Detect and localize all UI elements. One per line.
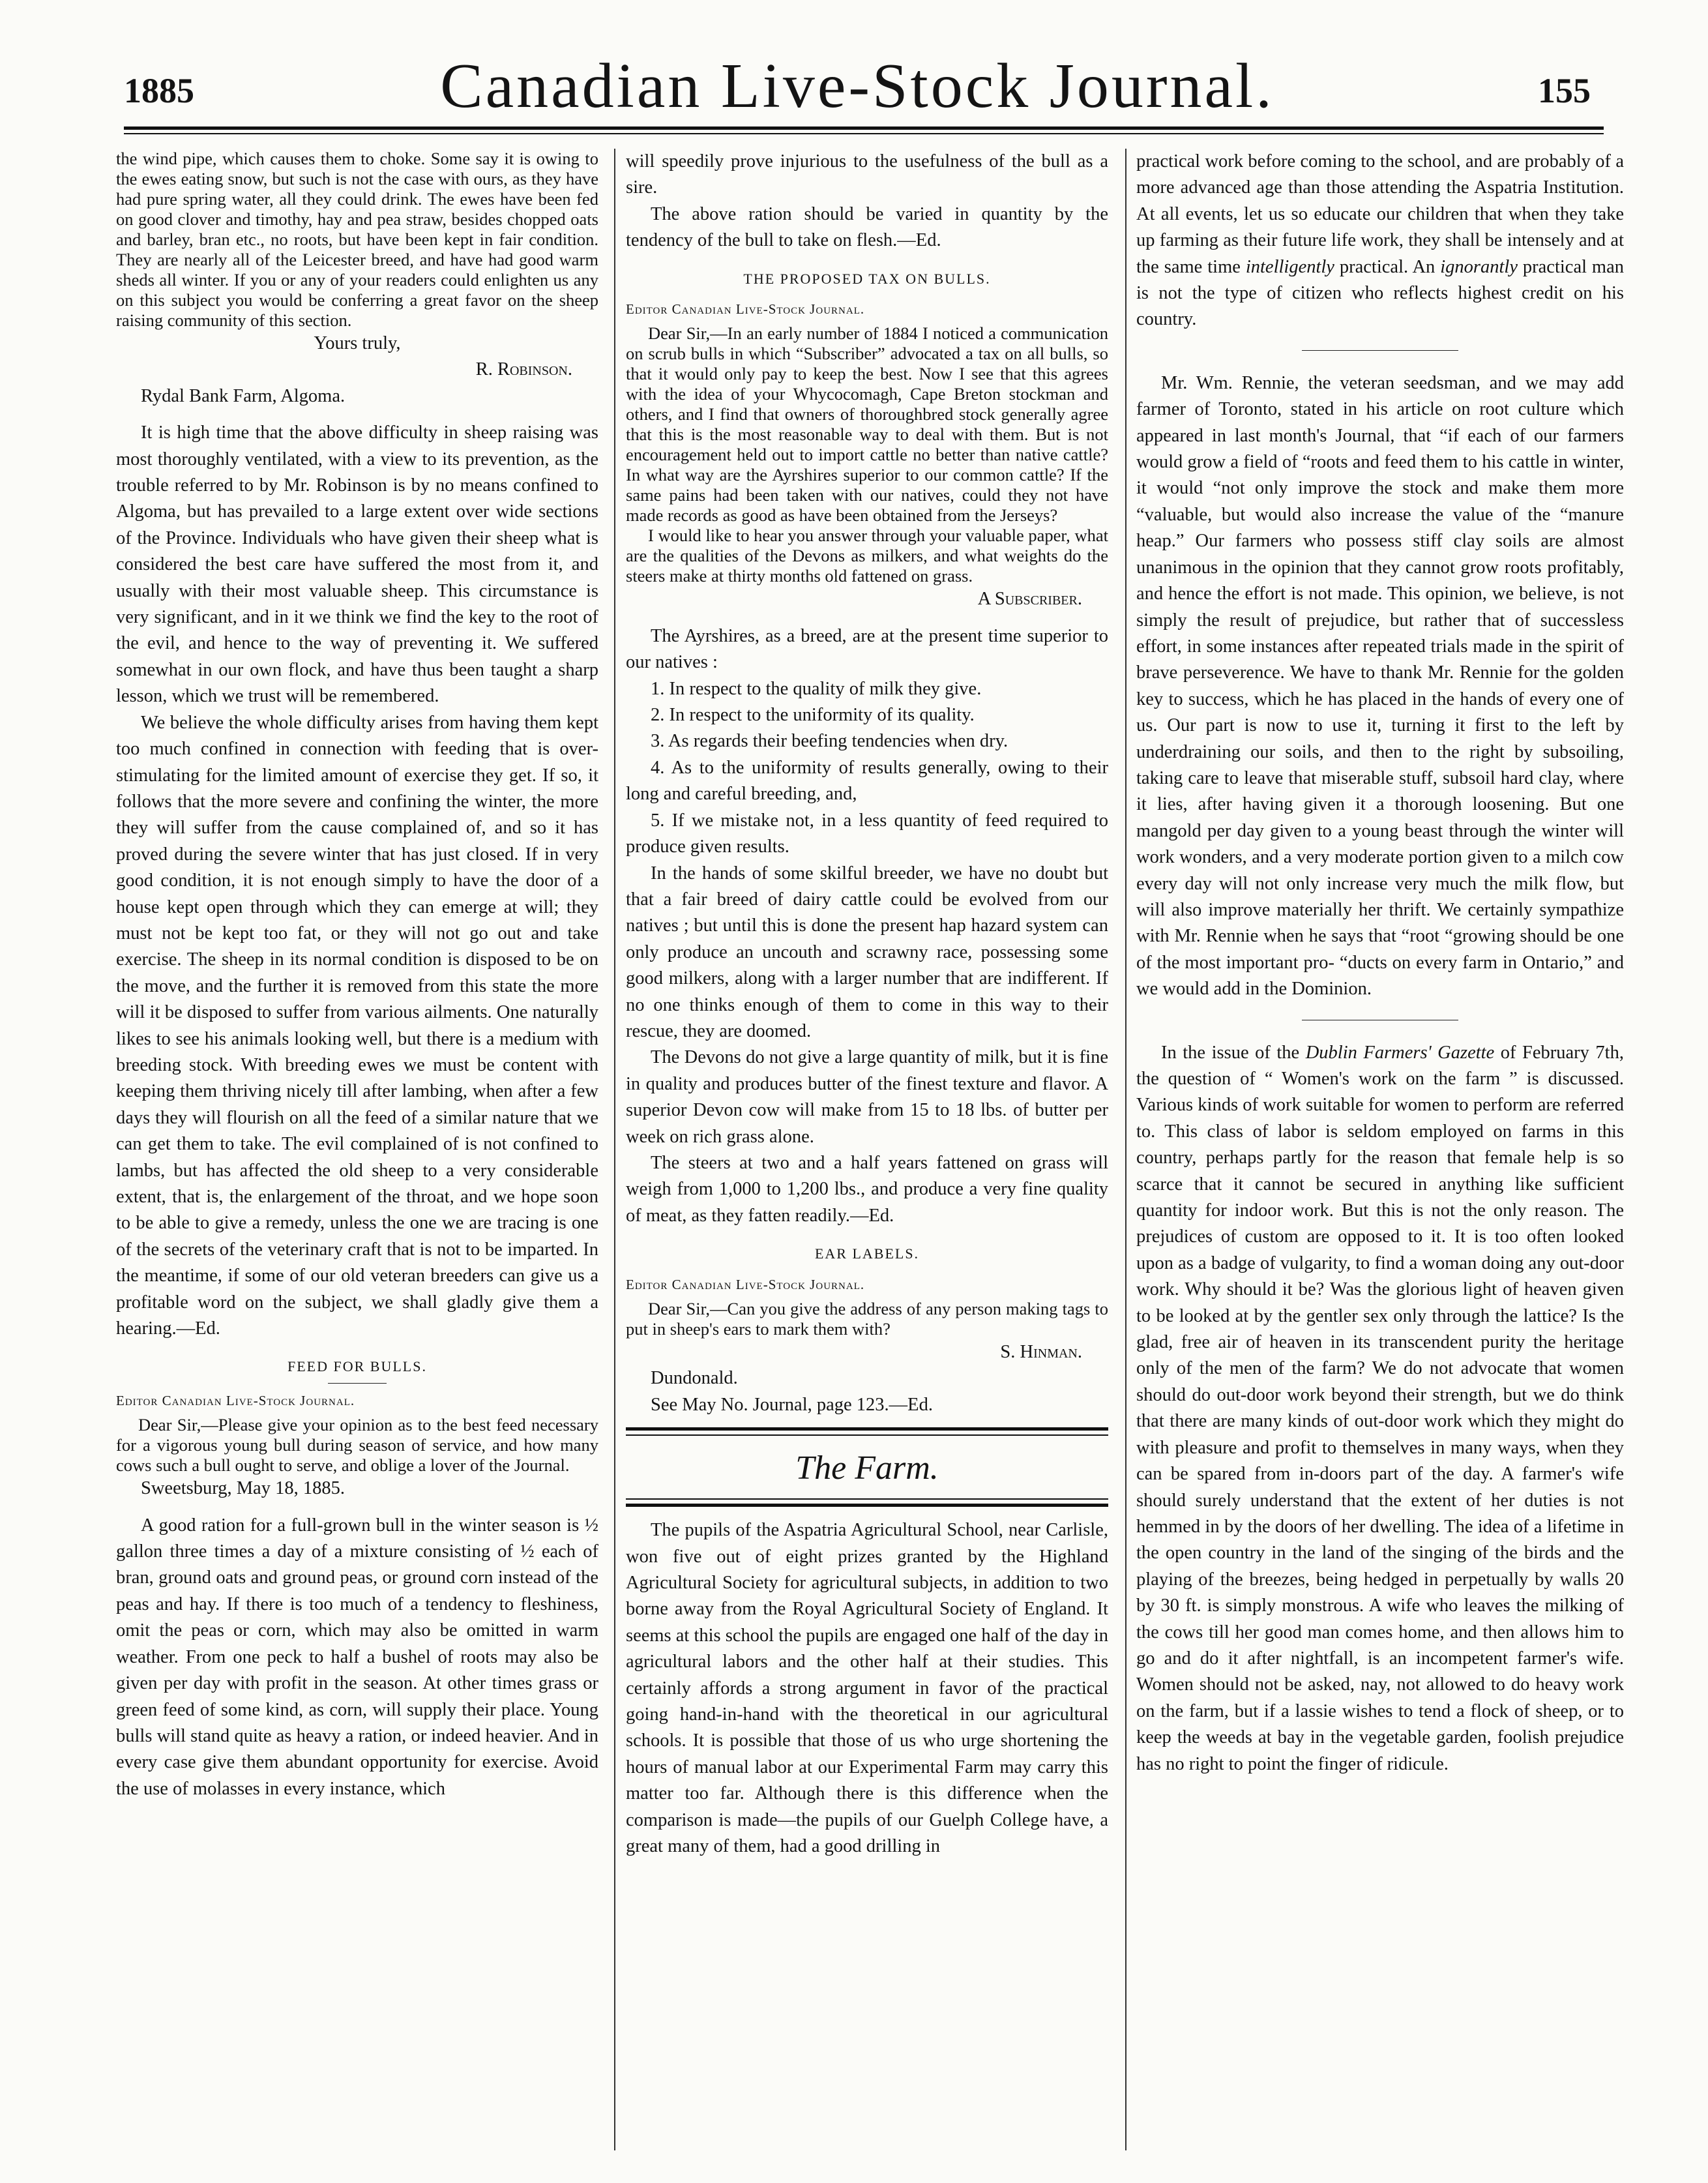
farm-paragraph: The pupils of the Aspatria Agricultural School, near Carlisle, won five out of eight prizes granted by the Highland Agricultural Society for agricultural subjects, in addition to two borne away from the Royal Agricultural Society of England. It seems at this school the pupils are engaged one half of the day in agricultural labors and the other half at their studies. This certainly affords a strong argument in favor of the practical going hand-in-hand with the theoretical in our agricultural schools. It is possible that those of us who urge shortening the hours of manual labor at our Experimental Farm may carry this matter too far. Although there is this difference when the comparison is made—the pupils of our Guelph College have, a great many of them, had a good drilling in	[626, 1520, 1108, 1857]
editor-address: Editor Canadian Live-Stock Journal.	[626, 301, 865, 318]
section-rule-bottom	[626, 1498, 1108, 1507]
ayrshire-list-item: 5. If we mistake not, in a less quantity of feed required to produce given results.	[626, 810, 1108, 857]
section-title: The Farm.	[795, 1449, 939, 1487]
header-rule-thick	[124, 126, 1604, 130]
header-rule-thin	[124, 133, 1604, 134]
text-run-italic: ignorantly	[1440, 256, 1518, 277]
feed-reply-continued: will speedily prove injurious to the usefulness of the bull as a sire.	[626, 151, 1108, 198]
heading-text: THE PROPOSED TAX ON BULLS.	[743, 270, 991, 287]
feed-reply: A good ration for a full-grown bull in the winter season is ½ gallon three times a day of a mixture consisting of ½ each of bran, ground oats and ground peas, or ground corn instead of the peas and hay. If there is too much of a tendency to fleshiness, omit the peas or corn, which may also be omitted in warm weather. From one peck to half a bushel of roots may also be given per day with profit in the season. At other times grass or green feed of some kind, as corn, will supply their place. Young bulls will stand quite as heavy a ration, or indeed heavier. And in every case give them abundant opportunity for exercise. Avoid the use of molasses in every instance, which	[116, 1515, 598, 1799]
spacer	[626, 613, 1108, 623]
tax-letter-1: Dear Sir,—In an early number of 1884 I noticed a communication on scrub bulls in which “Subscriber” advocated a tax on all bulls, so that it would only pay to keep the best. Now I see that this agrees with the idea of your Whycocomagh, Cape Breton stockman and others, and I find that owners of thoroughbred stock generally agree that this is the most reasonable way to deal with them. But is not encouragement held out to import cattle no better than native cattle? In what way are the Ayrshires superior to our common cattle? If the same pains had been taken with our natives, could they not have made records as good as have been obtained from the Jerseys?	[626, 323, 1108, 526]
editor-address: Editor Canadian Live-Stock Journal.	[626, 1276, 865, 1292]
column-1	[116, 149, 598, 1802]
heading-ear-labels	[626, 1241, 1108, 1267]
farm-paragraph-continued	[1136, 149, 1624, 333]
text-run-italic: intelligently	[1245, 256, 1334, 277]
masthead	[111, 52, 1604, 124]
steer-paragraph: The steers at two and a half years fattened on grass will weigh from 1,000 to 1,200 lbs., and produce a very fine quality of meat, as they fatten readily.—Ed.	[626, 1152, 1108, 1226]
page-number: 155	[1538, 71, 1591, 110]
tax-letter-signature: A Subscriber.	[977, 589, 1082, 610]
letter-place: Rydal Bank Farm, Algoma.	[141, 385, 346, 406]
spacer	[116, 1502, 598, 1513]
column-3	[1136, 149, 1624, 1777]
ear-note: See May No. Journal, page 123.—Ed.	[651, 1394, 933, 1415]
ear-letter: Dear Sir,—Can you give the address of any person making tags to put in sheep's ears to mark them with?	[626, 1299, 1108, 1339]
journal-title: Canadian Live-Stock Journal.	[440, 51, 1274, 121]
ayrshire-list-item: 1. In respect to the quality of milk they give.	[651, 678, 982, 699]
tax-letter-2: I would like to hear you answer through your valuable paper, what are the qualities of the Devons as milkers, and what weights do the steers make at thirty months old fattened on grass.	[626, 526, 1108, 586]
heading-rule	[328, 1383, 387, 1384]
ayrshire-list-item: 4. As to the uniformity of results generally, owing to their long and careful breeding, and,	[626, 757, 1108, 805]
column-divider-1	[614, 149, 615, 2150]
ayrshire-paragraph: In the hands of some skilful breeder, we have no doubt but that a fair breed of dairy cattle could be evolved from our natives ; but until this is done the present hap hazard system can only produce an uncouth and scrawny race, possessing some good milkers, along with a larger number that are indifferent. If no one thinks enough of them to come in this way to their rescue, they are doomed.	[626, 863, 1108, 1041]
letter-ending: the wind pipe, which causes them to choke. Some say it is owing to the ewes eating snow, but such is not the case with ours, as they have had pure spring water, all they could drink. The ewes have been fed on good clover and timothy, hay and pea straw, besides chopped oats and barley, bran etc., no roots, but have been kept in fair condition. They are nearly all of the Leicester breed, and have had good warm sheds all winter. If you or any of your readers could enlighten us any on this subject you would be conferring a great favor on the sheep raising community of this section.	[116, 149, 598, 330]
rennie-paragraph: Mr. Wm. Rennie, the veteran seedsman, and we may add farmer of Toronto, stated in his article on root culture which appeared in last month's Journal, that “if each of our farmers would grow a field of “roots and feed them to his cattle in winter, it would “not only improve the stock and make them more “valuable, but would also increase the value of the “manure heap.” Our farmers who possess stiff clay soils are almost unanimous in the opinion that they cannot grow roots profitably, and hence the effort is not made. This opinion, we believe, is not simply the result of prejudice, but rather that of successless effort, in some instances after repeated trials made in the spirit of brave perseverence. We have to thank Mr. Rennie for the golden key to success, which he has placed in the hands of every one of us. Our part is now to use it, turning it first to the left by underdraining our soils, and then to the right by subsoiling, taking care to leave that miserable stuff, subsoil hard clay, where it lies, after having given it a thorough loosening. But one mangold per day given to a young beast through the winter will work wonders, and a very moderate portion given to a milch cow every day will not only increase very much the milk flow, but will also improve materially her thrift. We certainly sympathize with Mr. Rennie when he says that “root “growing should be one of the most important pro- “ducts on every farm in Ontario,” and we would add in the Dominion.	[1136, 372, 1624, 1000]
column-2	[626, 149, 1108, 1860]
text-run: of February 7th, the question of “ Women's work on the farm ” is discussed. Various kinds of work suitable for women to perform are referred to. This class of labor is seldom employed on farms in this country, perhaps partly for the reason that female help is so scarce that it cannot be secured in anything like sufficient quantity for indoor work. But this is not the only reason. The prejudices of custom are opposed to it. It is too often looked upon as a badge of vulgarity, to find a woman doing any out-door work. Why should it be? Was the glorious light of heaven given to be looked at by the gentler sex only through the lattice? Is the glad, free air of heaven in its transcendent purity the heritage only of the men of the farm? We do not advocate that women should do out-door work beyond their strength, but we do think that there are many kinds of out-door work which they might do with pleasure and profit to themselves in many ways, when they can be spared from in-doors part of the day. A farmer's wife should surely understand that the extent of her duties is not hemmed in by the doors of her dwelling. The idea of a lifetime in the open country in the land of the singing of the birds and the playing of the breezes, being hedged in perpetually by walls 20 by 30 ft. is simply monstrous. A wife who leaves the milking of the cows till her good man comes home, and then allows him to go and do it after nightfall, is an incompetent farmer's wife. Women should not be asked, nay, not allowed to do heavy work on the farm, but if a lassie wishes to tend a flock of sheep, or to keep the weeds at bay in the vegetable garden, foolish prejudice has no right to point the finger of ridicule.	[1136, 1042, 1624, 1774]
text-run: practical man is not the type of citizen who reflects highest credit on his country.	[1136, 256, 1625, 330]
text-run: In the issue of the	[1161, 1042, 1306, 1063]
spacer	[116, 409, 598, 420]
article-divider	[1302, 350, 1458, 351]
editorial-paragraph-1: It is high time that the above difficulty in sheep raising was most thoroughly ventilated, with a view to its prevention, as the trouble referred to by Mr. Robinson is by no means confined to Algoma, but has prevailed to a large extent over wide sections of the Province. Individuals who have given their sheep what is considered the best care have suffered the most from it, and usually with their most valuable sheep. This circumstance is very significant, and in it we think we find the key to the root of the evil, and hence to the way of preventing it. We suffered somewhat in our own flock, and have thus been taught a sharp lesson, which we trust will be remembered.	[116, 423, 598, 707]
spacer	[626, 1507, 1108, 1517]
heading-feed-for-bulls	[116, 1354, 598, 1383]
editorial-paragraph-2: We believe the whole difficulty arises from having them kept too much confined in connection with feeding that is over-stimulating for the limited amount of exercise they get. If so, it follows that the more severe and confining the winter, the more they will suffer from the cause complained of, and so it has proved during the severe winter that has just closed. If in very good condition, it is not enough simply to have the door of a house kept open through which they can emerge at will; they must not be kept too fat, or they will not go out and take exercise. The sheep in its normal condition is disposed to be on the move, and the further it is removed from this state the more will it be disposed to suffer from various ailments. One naturally likes to see his animals looking well, but there is a medium with breeding stock. With breeding ewes we must be content with keeping them thriving nicely till after lambing, when after a few days they will flourish on all the feed of a similar nature that we can get them to take. The evil complained of is not confined to lambs, but has affected the old sheep to a very considerable extent, that is, the enlargement of the throat, and we hope soon to be able to give a remedy, unless the one we are tracing is one of the secrets of the veterinary craft that is not to be imparted. In the meantime, if some of our old veteran breeders can give us a profitable word on the subject, we shall gladly give them a hearing.—Ed.	[116, 712, 598, 1339]
ear-letter-signature: S. Hinman.	[1000, 1342, 1082, 1362]
ayrshire-list-item: 3. As regards their beefing tendencies when dry.	[651, 731, 1009, 752]
column-divider-2	[1125, 149, 1126, 2150]
heading-text: EAR LABELS.	[814, 1245, 920, 1262]
ayrshire-list-item: 2. In respect to the uniformity of its quality.	[651, 705, 975, 726]
letter-signature: R. Robinson.	[475, 359, 572, 380]
heading-tax-on-bulls	[626, 266, 1108, 292]
feed-letter-place: Sweetsburg, May 18, 1885.	[141, 1478, 345, 1499]
text-run-italic: Dublin Farmers' Gazette	[1305, 1042, 1495, 1063]
dublin-gazette-paragraph	[1136, 1040, 1624, 1777]
ayrshire-intro: The Ayrshires, as a breed, are at the present time superior to our natives :	[626, 625, 1108, 673]
letter-closing: Yours truly,	[314, 333, 401, 353]
feed-letter: Dear Sir,—Please give your opinion as to the best feed necessary for a vigorous young bull during season of service, and how many cows such a bull ought to serve, and oblige a lover of the Journal.	[116, 1415, 598, 1476]
ear-letter-place: Dundonald.	[651, 1368, 738, 1389]
editor-address: Editor Canadian Live-Stock Journal.	[116, 1392, 355, 1408]
page-year: 1885	[124, 71, 194, 110]
text-run: practical work before coming to the school, and are probably of a more advanced age than those attending the Aspatria Institution. At all events, let us so educate our children that when they take up farming as their future life work, they shall be intensely and at the same time	[1136, 151, 1624, 277]
heading-text: FEED FOR BULLS.	[287, 1358, 427, 1375]
devon-paragraph: The Devons do not give a large quantity of milk, but it is fine in quality and produces butter of the finest texture and flavor. A superior Devon cow will make from 15 to 18 lbs. of butter per week on rich grass alone.	[626, 1047, 1108, 1147]
feed-note: The above ration should be varied in quantity by the tendency of the bull to take on flesh.—Ed.	[626, 203, 1108, 251]
text-run: practical. An	[1334, 256, 1441, 277]
section-rule-top	[626, 1427, 1108, 1436]
